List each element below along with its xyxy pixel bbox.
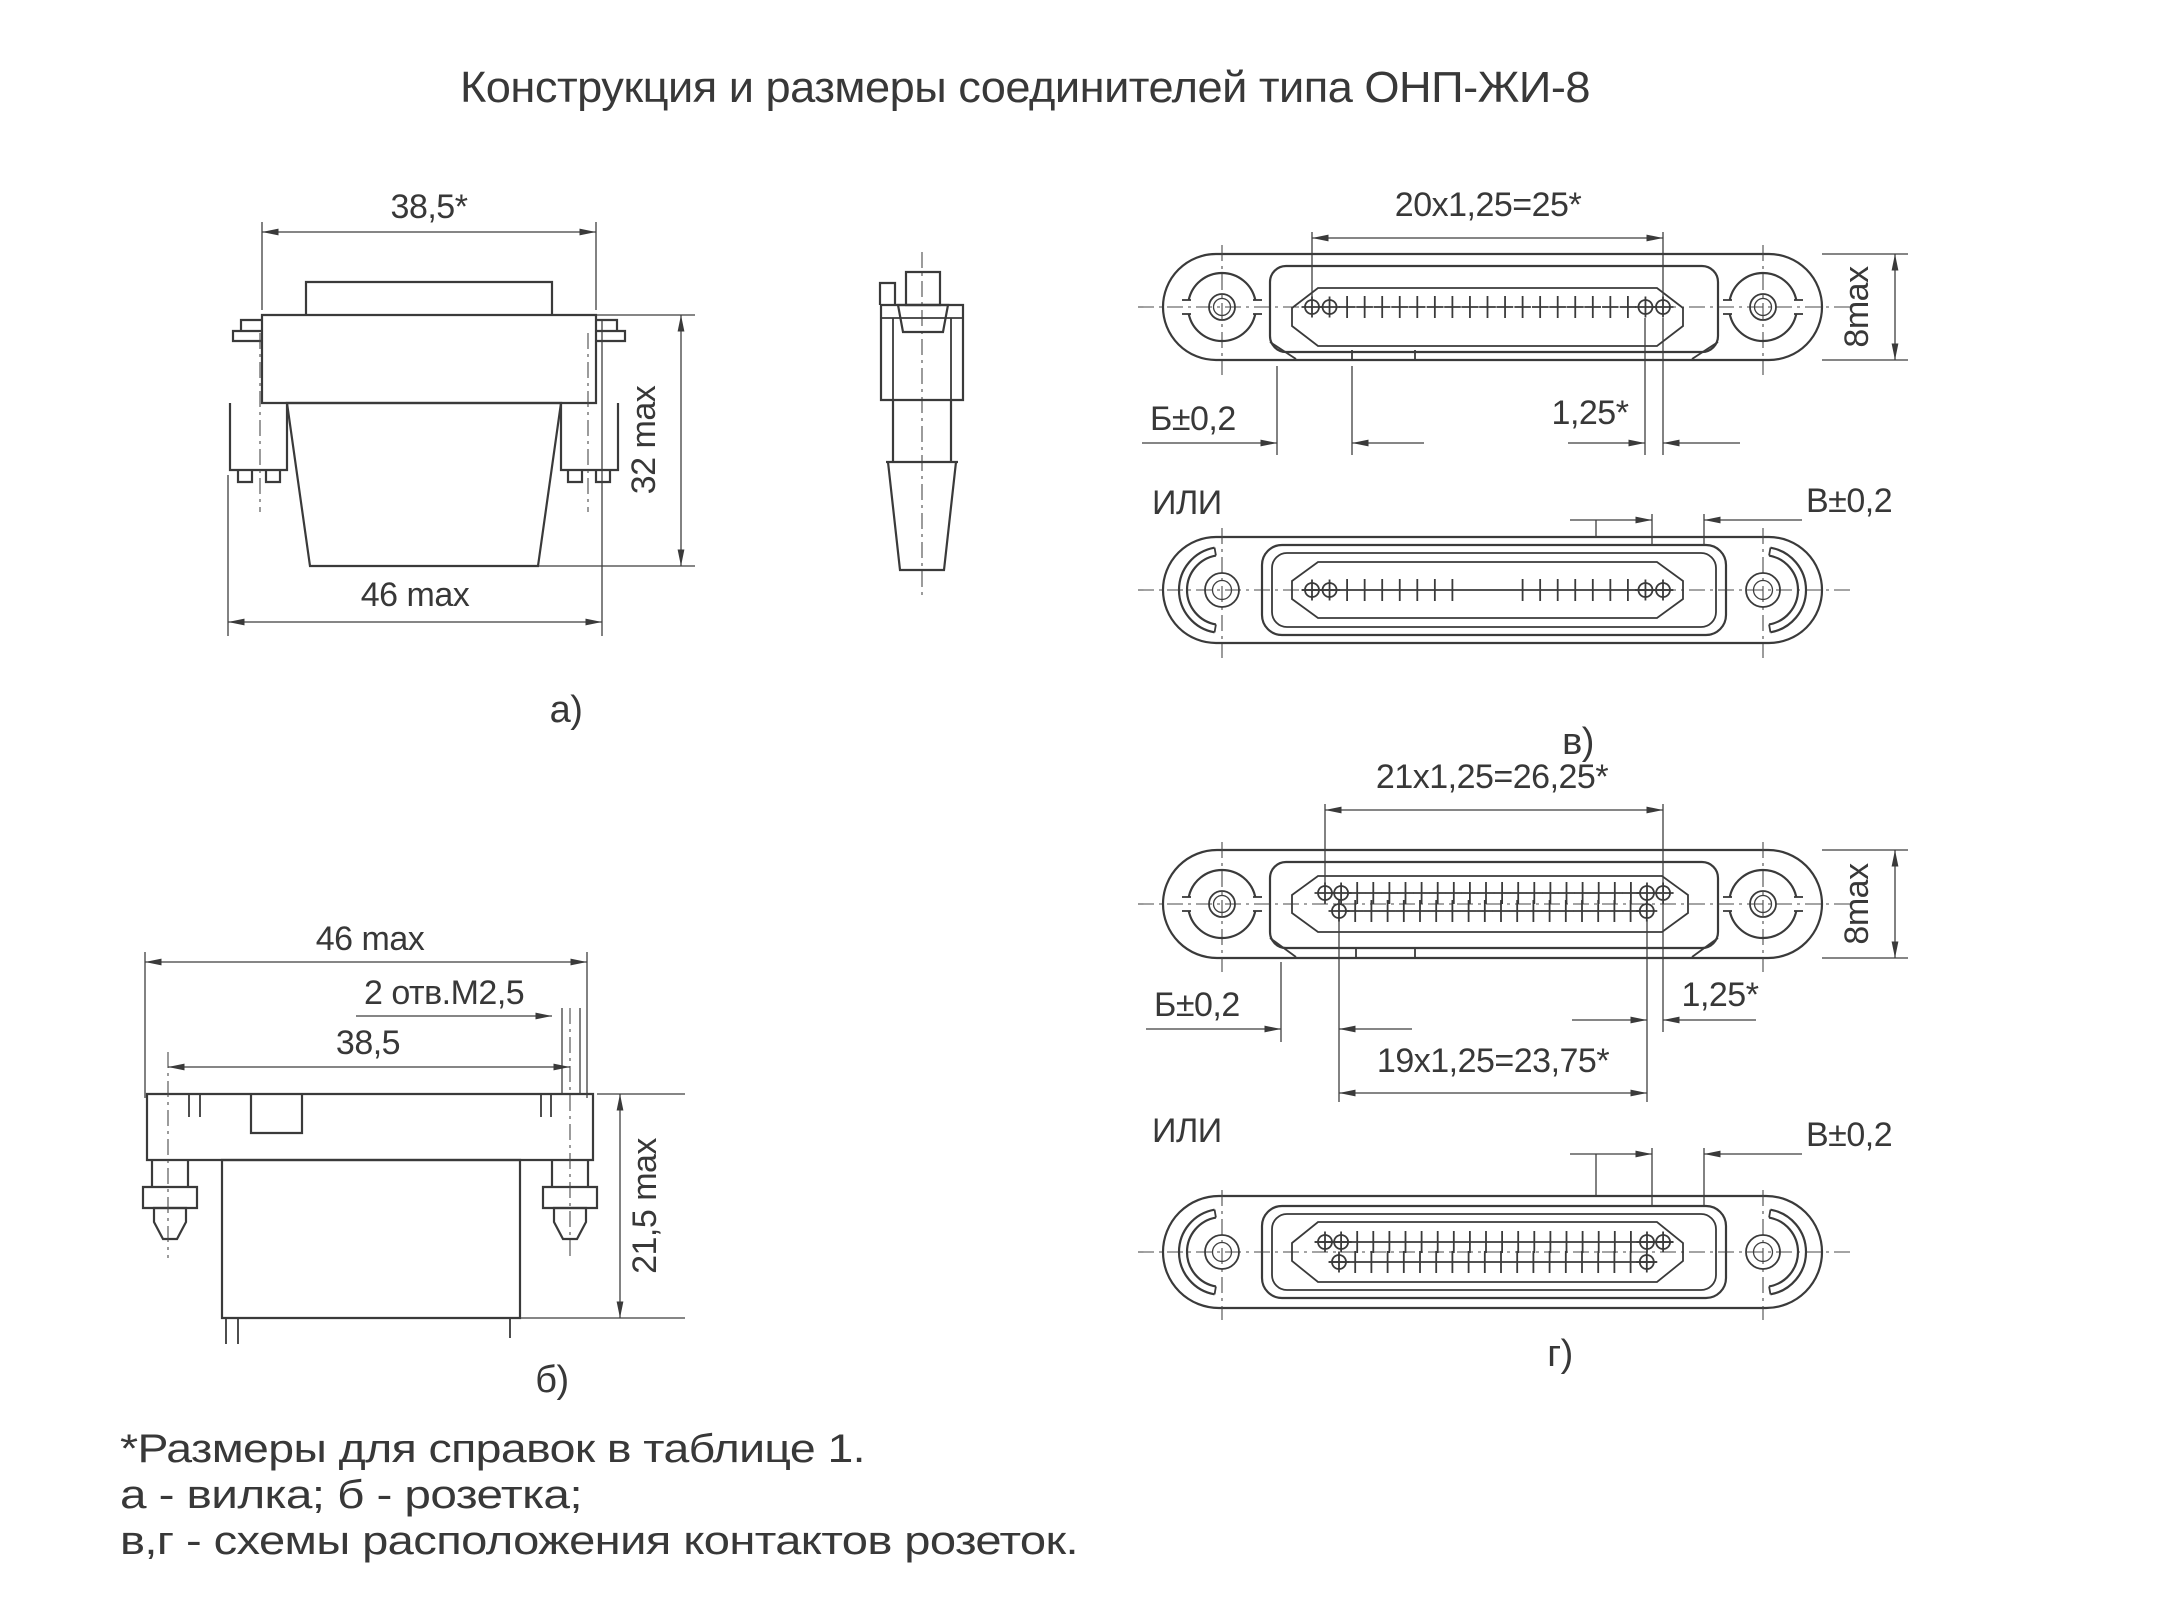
dim-b-screw-span: 38,5	[335, 1024, 401, 1062]
connector-face-v2	[1138, 528, 1850, 658]
footnote-line-3: в,г - схемы расположения контактов розеток.	[120, 1519, 1078, 1563]
connector-face-v1	[1138, 245, 1850, 375]
page-title: Конструкция и размеры соединителей типа ОНП-ЖИ-8	[460, 63, 1590, 112]
view-a-plug-outline	[230, 282, 625, 566]
caption-v: в)	[1562, 721, 1594, 763]
contact-row	[1329, 900, 1658, 922]
footnote-line-2: а - вилка; б - розетка;	[120, 1473, 582, 1517]
dim-height: 32 max	[625, 385, 663, 495]
dim-g-pitch: 1,25*	[1681, 976, 1759, 1014]
dim-g-edge-offset: Б±0,2	[1154, 986, 1240, 1024]
dim-width-bottom: 46 max	[360, 576, 470, 614]
footnote-line-1: *Размеры для справок в таблице 1.	[120, 1427, 865, 1471]
dim-b-width: 46 max	[315, 920, 425, 958]
dim-v-alt-offset: В±0,2	[1806, 482, 1893, 520]
dim-b-height: 21,5 max	[626, 1138, 664, 1274]
connector-face-g1	[1138, 842, 1850, 972]
dim-g-height: 8max	[1838, 863, 1876, 945]
view-v-or-label: ИЛИ	[1152, 484, 1222, 522]
dim-b-holes: 2 отв.М2,5	[364, 974, 525, 1012]
connector-face-g2	[1138, 1190, 1850, 1320]
contact-row	[1302, 579, 1674, 601]
view-g-or-label: ИЛИ	[1152, 1112, 1222, 1150]
dim-g-alt-offset: В±0,2	[1806, 1116, 1893, 1154]
view-a-dimensions	[228, 188, 695, 731]
dim-g-row-span-top: 21х1,25=26,25*	[1375, 758, 1609, 796]
footnotes	[120, 1427, 1078, 1563]
dim-g-row-span-bottom: 19х1,25=23,75*	[1376, 1042, 1610, 1080]
caption-a: а)	[549, 689, 583, 731]
contact-row	[1329, 1251, 1658, 1273]
contact-row	[1315, 882, 1674, 904]
contact-row	[1302, 296, 1674, 318]
view-a-plug-side	[880, 252, 963, 598]
contact-row	[1315, 1231, 1674, 1253]
dim-v-edge-offset: Б±0,2	[1150, 400, 1236, 438]
dim-v-pitch: 1,25*	[1551, 394, 1629, 432]
dim-v-height: 8max	[1838, 266, 1876, 348]
dim-v-row-span: 20х1,25=25*	[1394, 186, 1582, 224]
caption-b: б)	[535, 1359, 569, 1401]
caption-g: г)	[1547, 1333, 1573, 1375]
view-v-dimensions	[1142, 186, 1908, 763]
dim-width-top: 38,5*	[390, 188, 468, 226]
